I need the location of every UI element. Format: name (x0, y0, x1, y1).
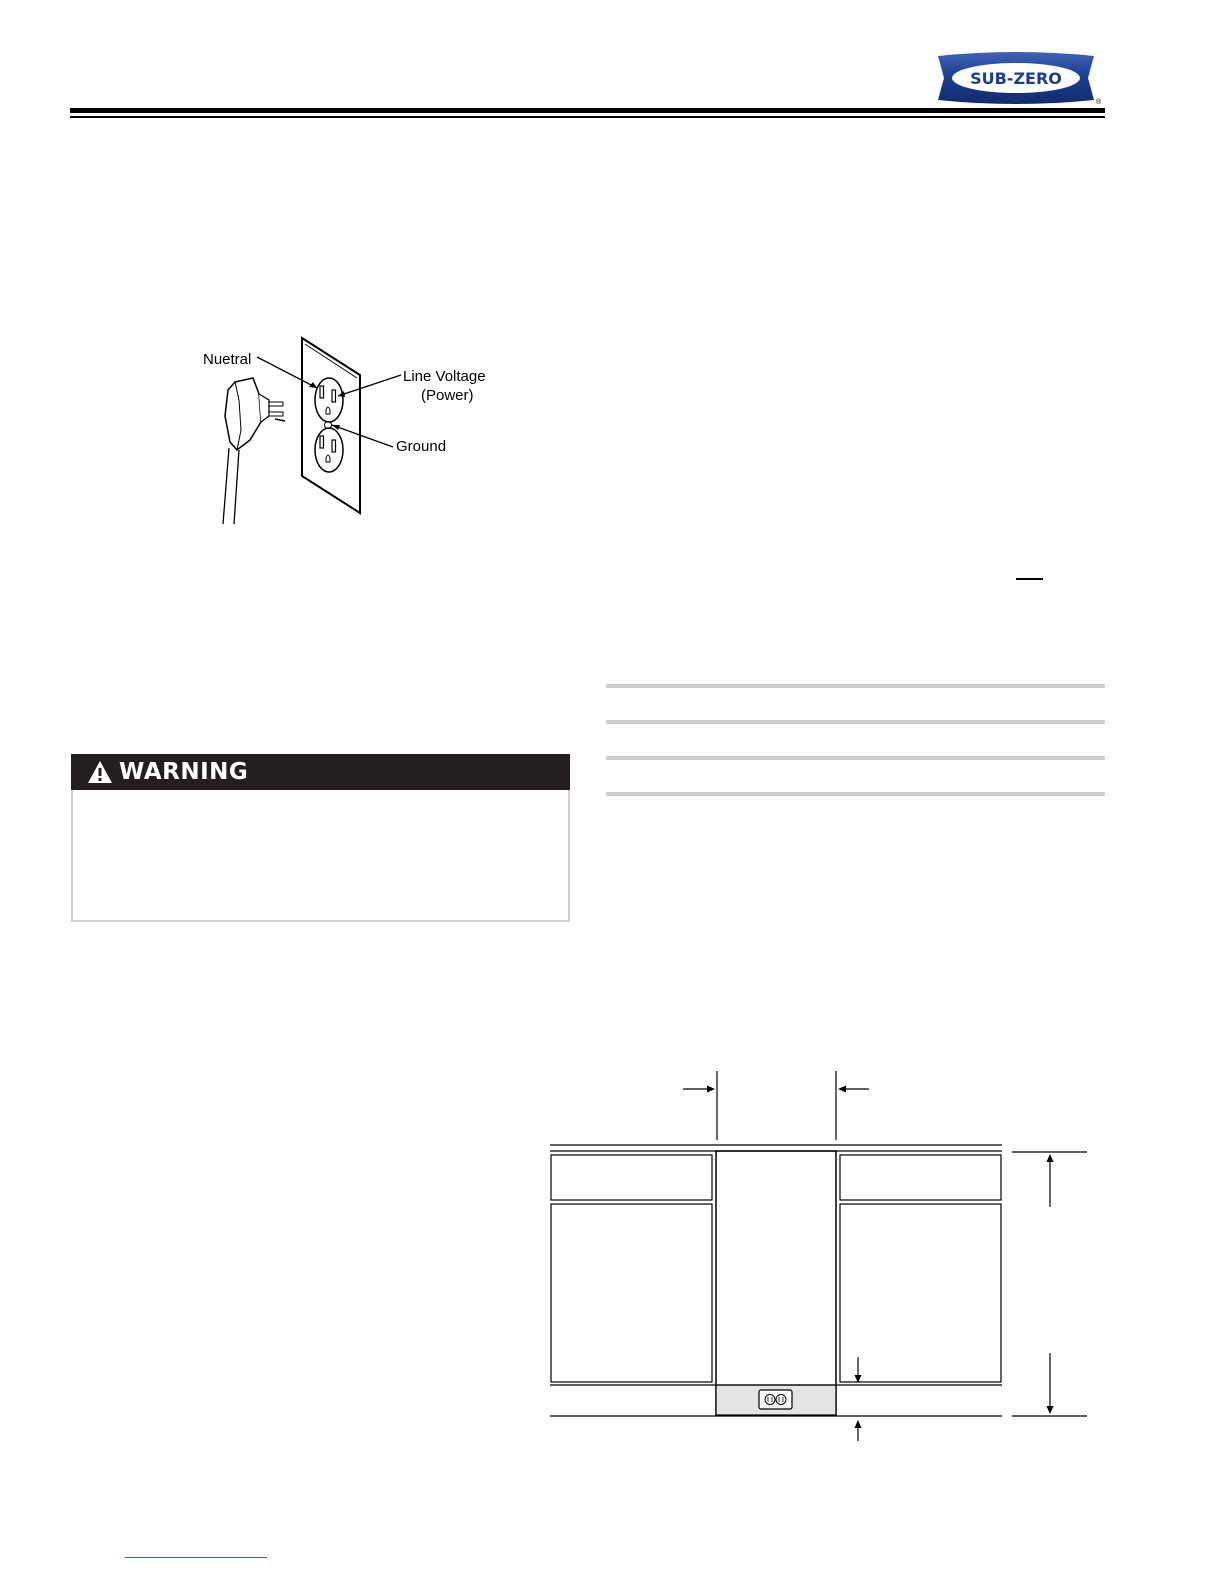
header-rule-thick (70, 108, 1105, 113)
warning-header (71, 754, 570, 790)
logo-text: SUB-ZERO (970, 69, 1062, 88)
table-rule-3 (606, 756, 1105, 760)
label-line-voltage: Line Voltage (403, 368, 486, 385)
warning-triangle-icon (87, 760, 113, 784)
warning-body (71, 790, 570, 922)
label-ground: Ground (396, 438, 447, 455)
cabinet-opening-drawing (545, 1065, 1095, 1450)
grounded-outlet-illustration (195, 330, 505, 530)
warning-title: WARNING (119, 759, 249, 785)
lower-receptacle (315, 428, 343, 472)
header-rule-thin (70, 116, 1105, 118)
label-neutral: Nuetral (203, 351, 252, 368)
outlet-location-diagram (545, 1065, 1095, 1450)
registered-mark: ® (1096, 99, 1102, 106)
table-rule-4 (606, 792, 1105, 796)
sub-zero-logo (930, 50, 1102, 106)
upper-receptacle (315, 378, 343, 422)
footer-link-underline[interactable] (125, 1557, 267, 1558)
table-rule-1 (606, 684, 1105, 688)
short-underline (1016, 578, 1043, 580)
table-rule-2 (606, 720, 1105, 724)
label-power: (Power) (421, 387, 474, 404)
